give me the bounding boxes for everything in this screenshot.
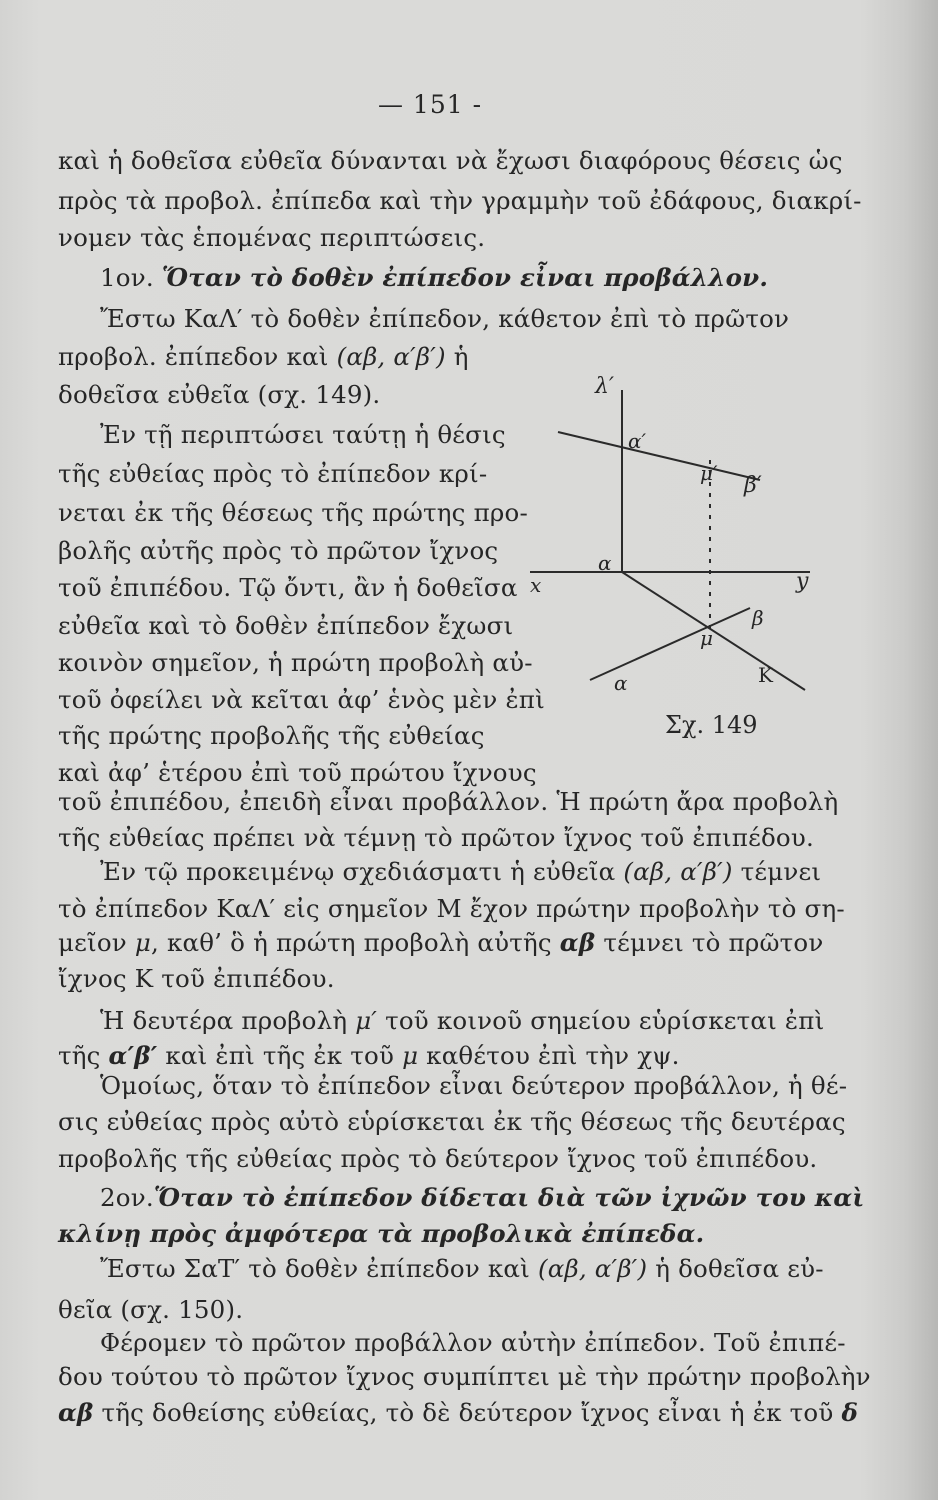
text-span: Ἔστω ΣαΤ′ τὸ δοθὲν ἐπίπεδον καὶ — [100, 1254, 538, 1283]
text-line-33: Φέρομεν τὸ πρῶτον προβάλλον αὐτὴν ἐπίπεδον. Τοῦ ἐπιπέ- — [100, 1328, 846, 1357]
text-line-18: τοῦ ἐπιπέδου, ἐπειδὴ εἶναι προβάλλον. Ἡ πρώτη ἄρα προβολὴ — [58, 787, 839, 816]
text-line-34: δου τούτου τὸ πρῶτον ἴχνος συμπίπτει μὲ τὴν πρώτην προβολὴν — [58, 1362, 871, 1391]
math-span: μ — [402, 1041, 419, 1070]
page-number: — 151 - — [377, 90, 483, 119]
label-x: x — [530, 573, 542, 597]
text-line-12: τοῦ ἐπιπέδου. Τῷ ὄντι, ἂν ἡ δοθεῖσα — [58, 573, 518, 602]
figure-caption: Σχ. 149 — [665, 711, 758, 739]
text-span: καὶ ἐπὶ τῆς ἐκ τοῦ — [157, 1041, 403, 1070]
text-line-32: θεῖα (σχ. 150). — [58, 1295, 244, 1324]
math-span: α′β′ — [108, 1041, 158, 1070]
text-line-25 — [58, 1040, 680, 1072]
math-span: (αβ, α′β′) — [336, 342, 446, 371]
text-span: τῆς δοθείσης εὐθείας, τὸ δὲ δεύτερον ἴχνος εἶναι ἡ ἐκ τοῦ — [93, 1398, 842, 1427]
math-span: (αβ, α′β′) — [537, 1254, 648, 1283]
text-line-27: σις εὐθείας πρὸς αὐτὸ εὑρίσκεται ἐκ τῆς θέσεως τῆς δευτέρας — [58, 1107, 846, 1136]
text-line-10: νεται ἐκ τῆς θέσεως τῆς πρώτης προ- — [58, 498, 528, 527]
label-alpha-bottom: α — [614, 671, 628, 695]
section-heading-1 — [100, 262, 768, 294]
text-line-20 — [100, 856, 821, 888]
text-line-24 — [100, 1005, 824, 1037]
text-span: ἡ — [445, 342, 469, 371]
section-title-1: Ὅταν τὸ δοθὲν ἐπίπεδον εἶναι προβάλλον. — [161, 263, 769, 292]
text-span: , καθ’ ὃ ἡ πρώτη προβολὴ αὐτῆς — [150, 928, 560, 957]
label-mu-prime: μ′ — [700, 461, 718, 485]
text-span: μεῖον — [58, 928, 135, 957]
text-span: τέμνει τὸ πρῶτον — [595, 928, 824, 957]
figure-149 — [520, 360, 840, 740]
label-alpha: α — [598, 551, 612, 575]
text-line-28: προβολῆς τῆς εὐθείας πρὸς τὸ δεύτερον ἴχνος τοῦ ἐπιπέδου. — [58, 1144, 818, 1173]
label-K: Κ — [758, 663, 773, 687]
text-span: τοῦ κοινοῦ σημείου εὑρίσκεται ἐπὶ — [377, 1006, 825, 1035]
text-line-22 — [58, 927, 823, 959]
text-line-35 — [58, 1397, 858, 1429]
text-line-31 — [100, 1253, 824, 1285]
text-line-14: κοινὸν σημεῖον, ἡ πρώτη προβολὴ αὐ- — [58, 648, 533, 677]
text-line-15: τοῦ ὀφείλει νὰ κεῖται ἀφ’ ἑνὸς μὲν ἐπὶ — [58, 685, 545, 714]
text-line-16: τῆς πρώτης προβολῆς τῆς εὐθείας — [58, 721, 485, 750]
text-line-8: Ἐν τῇ περιπτώσει ταύτῃ ἡ θέσις — [100, 420, 506, 449]
label-mu: μ — [700, 626, 713, 650]
trace-line-K — [622, 572, 805, 690]
section-heading-2 — [100, 1182, 864, 1214]
section-title-2-cont: κλίνῃ πρὸς ἀμφότερα τὰ προβολικὰ ἐπίπεδα. — [58, 1219, 705, 1248]
text-line-9: τῆς εὐθείας πρὸς τὸ ἐπίπεδον κρί- — [58, 459, 488, 488]
section-number-2: 2ον. — [100, 1183, 154, 1212]
text-line-6 — [58, 341, 469, 373]
text-span: καθέτου ἐπὶ τὴν χψ. — [418, 1041, 680, 1070]
text-line-2: πρὸς τὰ προβολ. ἐπίπεδα καὶ τὴν γραμμὴν τοῦ ἐδάφους, διακρί- — [58, 186, 862, 215]
math-span: μ′ — [355, 1006, 378, 1035]
label-beta: β — [752, 606, 764, 630]
text-line-21: τὸ ἐπίπεδον ΚαΛ′ εἰς σημεῖον Μ ἔχον πρώτην προβολὴν τὸ ση- — [58, 894, 845, 923]
section-title-2: Ὅταν τὸ ἐπίπεδον δίδεται διὰ τῶν ἰχνῶν του καὶ — [153, 1183, 865, 1212]
math-span: αβ — [58, 1398, 94, 1427]
label-alpha-prime: α′ — [628, 429, 647, 453]
math-span: αβ — [559, 928, 596, 957]
text-span: ἡ δοθεῖσα εὐ- — [647, 1254, 824, 1283]
text-line-7: δοθεῖσα εὐθεῖα (σχ. 149). — [58, 380, 381, 409]
text-line-3: νομεν τὰς ἑπομένας περιπτώσεις. — [58, 223, 486, 252]
label-y: y — [796, 569, 809, 594]
text-line-13: εὐθεῖα καὶ τὸ δοθὲν ἐπίπεδον ἔχωσι — [58, 611, 514, 640]
text-span: Ἡ δευτέρα προβολὴ — [100, 1006, 356, 1035]
math-span: δ — [841, 1398, 858, 1427]
text-line-17: καὶ ἀφ’ ἑτέρου ἐπὶ τοῦ πρώτου ἴχνους — [58, 758, 537, 787]
line-alpha-beta — [590, 608, 750, 680]
text-line-23: ἴχνος Κ τοῦ ἐπιπέδου. — [58, 964, 335, 993]
text-line-1: καὶ ἡ δοθεῖσα εὐθεῖα δύνανται νὰ ἔχωσι διαφόρους θέσεις ὡς — [58, 146, 843, 175]
text-span: τῆς — [58, 1041, 109, 1070]
math-span: (αβ, α′β′) — [623, 857, 733, 886]
text-line-11: βολῆς αὐτῆς πρὸς τὸ πρῶτον ἴχνος — [58, 536, 499, 565]
text-line-5: Ἔστω ΚαΛ′ τὸ δοθὲν ἐπίπεδον, κάθετον ἐπὶ τὸ πρῶτον — [100, 304, 790, 333]
label-beta-prime: β′ — [744, 473, 762, 498]
figure-149-drawing — [520, 360, 840, 740]
label-lambda-prime: λ′ — [595, 374, 614, 399]
text-line-19: τῆς εὐθείας πρέπει νὰ τέμνῃ τὸ πρῶτον ἴχνος τοῦ ἐπιπέδου. — [58, 823, 814, 852]
text-span: προβολ. ἐπίπεδον καὶ — [58, 342, 337, 371]
text-span: Ἐν τῷ προκειμένῳ σχεδιάσματι ἡ εὐθεῖα — [100, 857, 624, 886]
line-alpha-beta-prime — [558, 432, 760, 480]
math-span: μ — [134, 928, 151, 957]
section-number-1: 1ον. — [100, 263, 154, 292]
text-span: τέμνει — [732, 857, 822, 886]
text-line-26: Ὁμοίως, ὅταν τὸ ἐπίπεδον εἶναι δεύτερον προβάλλον, ἡ θέ- — [100, 1071, 848, 1100]
